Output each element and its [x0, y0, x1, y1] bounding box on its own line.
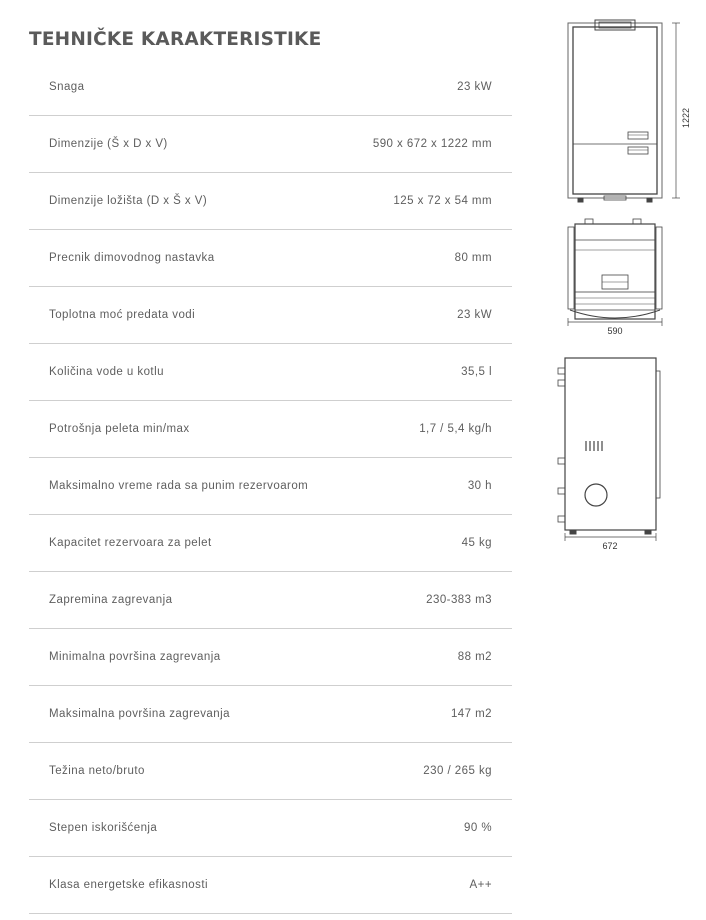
spec-label: Klasa energetske efikasnosti: [49, 879, 208, 891]
spec-value: 230-383 m3: [426, 594, 492, 606]
technical-drawings-svg: [548, 18, 698, 558]
spec-label: Maksimalna površina zagrevanja: [49, 708, 230, 720]
spec-row: [29, 59, 512, 116]
spec-value: 590 x 672 x 1222 mm: [372, 138, 492, 150]
spec-label: Zapremina zagrevanja: [49, 594, 173, 606]
spec-label: Dimenzije (Š x D x V): [49, 138, 168, 150]
spec-row: [29, 857, 512, 914]
spec-row: [29, 116, 512, 173]
page-title: TEHNIČKE KARAKTERISTIKE: [29, 29, 322, 50]
front-view-drawing: [568, 20, 662, 202]
spec-value: 88 m2: [457, 651, 492, 663]
spec-label: Kapacitet rezervoara za pelet: [49, 537, 212, 549]
spec-label: Dimenzije ložišta (D x Š x V): [49, 195, 208, 207]
spec-row: [29, 173, 512, 230]
spec-row: [29, 686, 512, 743]
side-depth-dimension: [565, 533, 656, 541]
spec-row: [29, 401, 512, 458]
spec-row: [29, 629, 512, 686]
technical-drawings: [548, 18, 698, 558]
spec-row: [29, 515, 512, 572]
top-view-drawing: [568, 219, 662, 319]
spec-label: Količina vode u kotlu: [49, 366, 164, 378]
spec-value: 80 mm: [454, 252, 492, 264]
spec-label: Toplotna moć predata vodi: [49, 309, 196, 321]
specs-table: [29, 59, 512, 914]
spec-value: 147 m2: [450, 708, 492, 720]
side-depth-label: 672: [602, 541, 618, 551]
spec-value: 45 kg: [461, 537, 492, 549]
spec-value: 90 %: [463, 822, 492, 834]
front-height-dimension: [672, 23, 680, 198]
spec-label: Minimalna površina zagrevanja: [49, 651, 221, 663]
spec-value: 35,5 l: [461, 366, 492, 378]
spec-row: [29, 344, 512, 401]
spec-value: 1,7 / 5,4 kg/h: [419, 423, 492, 435]
front-height-label: 1222: [681, 107, 691, 129]
spec-row: [29, 230, 512, 287]
spec-label: Potrošnja peleta min/max: [49, 423, 190, 435]
spec-row: [29, 743, 512, 800]
spec-row: [29, 458, 512, 515]
spec-label: Snaga: [49, 81, 85, 93]
spec-row: [29, 800, 512, 857]
spec-value: 125 x 72 x 54 mm: [393, 195, 492, 207]
spec-value: A++: [469, 879, 492, 891]
spec-row: [29, 287, 512, 344]
side-view-drawing: [558, 358, 660, 534]
spec-value: 23 kW: [457, 309, 492, 321]
spec-label: Precnik dimovodnog nastavka: [49, 252, 215, 264]
spec-row: [29, 572, 512, 629]
top-width-label: 590: [607, 326, 623, 336]
spec-label: Težina neto/bruto: [49, 765, 145, 777]
spec-label: Maksimalno vreme rada sa punim rezervoarom: [49, 480, 309, 492]
spec-value: 30 h: [467, 480, 492, 492]
spec-value: 23 kW: [457, 81, 492, 93]
spec-value: 230 / 265 kg: [423, 765, 492, 777]
spec-label: Stepen iskorišćenja: [49, 822, 158, 834]
